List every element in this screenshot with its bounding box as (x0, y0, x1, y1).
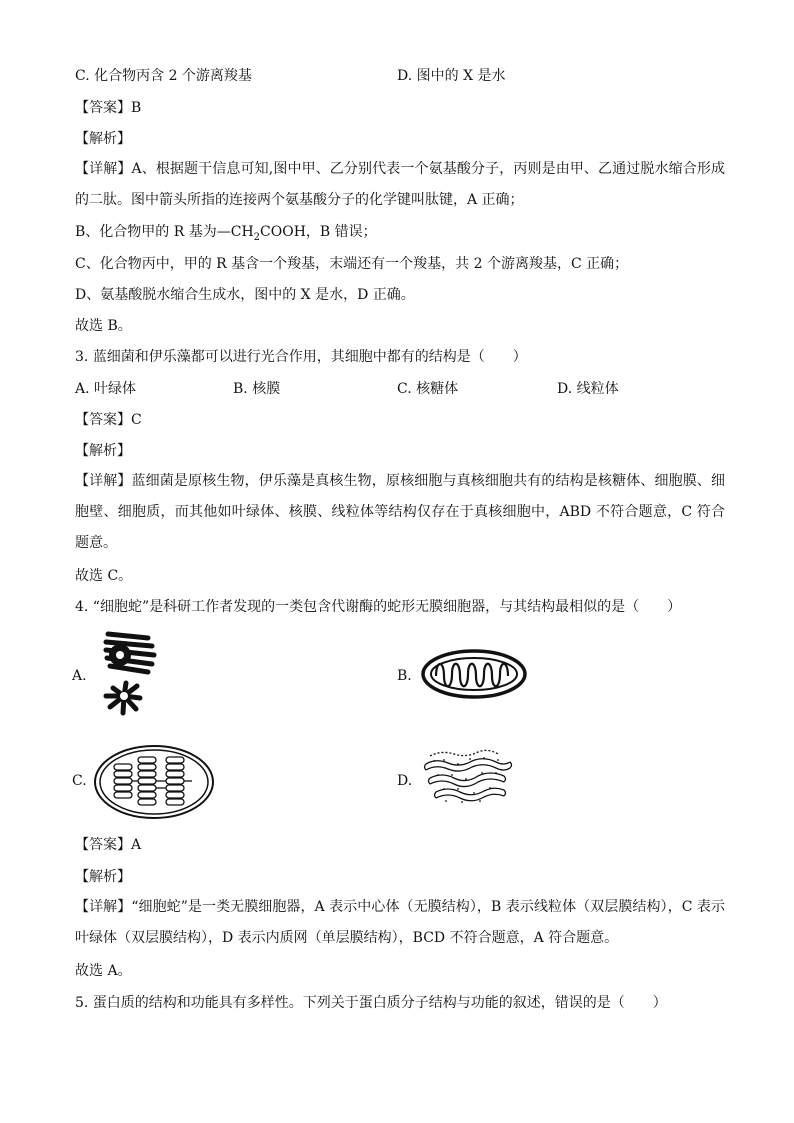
q3-option-c: C. 核糖体 (397, 381, 459, 397)
q4-stem: 4. “细胞蛇”是科研工作者发现的一类包含代谢酶的蛇形无膜细胞器，与其结构最相似的是（ ） (75, 599, 682, 615)
q2-detail-d: D、氨基酸脱水缩合生成水，图中的 X 是水，D 正确。 (75, 287, 415, 303)
q4-answer: 【答案】A (75, 837, 142, 853)
q5-stem: 5. 蛋白质的结构和功能具有多样性。下列关于蛋白质分子结构与功能的叙述，错误的是（ ） (75, 995, 667, 1011)
q2-option-d: D. 图中的 X 是水 (397, 68, 506, 84)
q2-detail-b (75, 222, 377, 248)
mitochondrion-image (420, 648, 528, 700)
q2-detail-b-post: COOH，B 错误； (260, 224, 377, 240)
q4-analysis-label: 【解析】 (75, 869, 131, 885)
q3-option-b: B. 核膜 (233, 381, 281, 397)
q2-detail-c: C、化合物丙中，甲的 R 基含一个羧基，末端还有一个羧基，共 2 个游离羧基，C 正确； (75, 256, 629, 272)
q4-detail: 【详解】“细胞蛇”是一类无膜细胞器，A 表示中心体（无膜结构），B 表示线粒体（双层膜结构），C 表示叶绿体（双层膜结构），D 表示内质网（单层膜结构），BCD 不符合题意，A 符合题意。 (75, 899, 725, 946)
chloroplast-image (92, 742, 217, 822)
q2-detail-a: 【详解】A、根据题干信息可知,图中甲、乙分别代表一个氨基酸分子，丙则是由甲、乙通过脱水缩合形成的二肽。图中箭头所指的连接两个氨基酸分子的化学键叫肽键，A 正确； (75, 161, 725, 208)
q2-option-c: C. 化合物丙含 2 个游离羧基 (75, 68, 252, 84)
q3-answer: 【答案】C (75, 412, 142, 428)
q4-label-a: A. (72, 668, 87, 684)
endoplasmic-reticulum-image (422, 748, 514, 808)
centriole-image (96, 628, 166, 723)
q2-detail-b-sub: 2 (253, 231, 261, 243)
q3-option-d: D. 线粒体 (557, 381, 619, 397)
q2-answer: 【答案】B (75, 100, 142, 116)
q3-analysis-label: 【解析】 (75, 443, 131, 459)
q3-detail: 【详解】蓝细菌是原核生物，伊乐藻是真核生物，原核细胞与真核细胞共有的结构是核糖体、细胞膜、细胞壁、细胞质，而其他如叶绿体、核膜、线粒体等结构仅存在于真核细胞中，ABD 不符合题意，C 符合题意。 (75, 473, 725, 551)
q4-label-b: B. (397, 668, 412, 684)
q3-option-a: A. 叶绿体 (75, 381, 137, 397)
q2-conclusion: 故选 B。 (75, 318, 132, 334)
q3-conclusion: 故选 C。 (75, 568, 133, 584)
q3-stem: 3. 蓝细菌和伊乐藻都可以进行光合作用，其细胞中都有的结构是（ ） (75, 349, 527, 365)
q2-analysis-label: 【解析】 (75, 131, 131, 147)
q4-label-c: C. (72, 773, 87, 789)
q4-label-d: D. (397, 773, 413, 789)
q4-conclusion: 故选 A。 (75, 963, 132, 979)
q2-detail-b-pre: B、化合物甲的 R 基为—CH (75, 224, 254, 240)
